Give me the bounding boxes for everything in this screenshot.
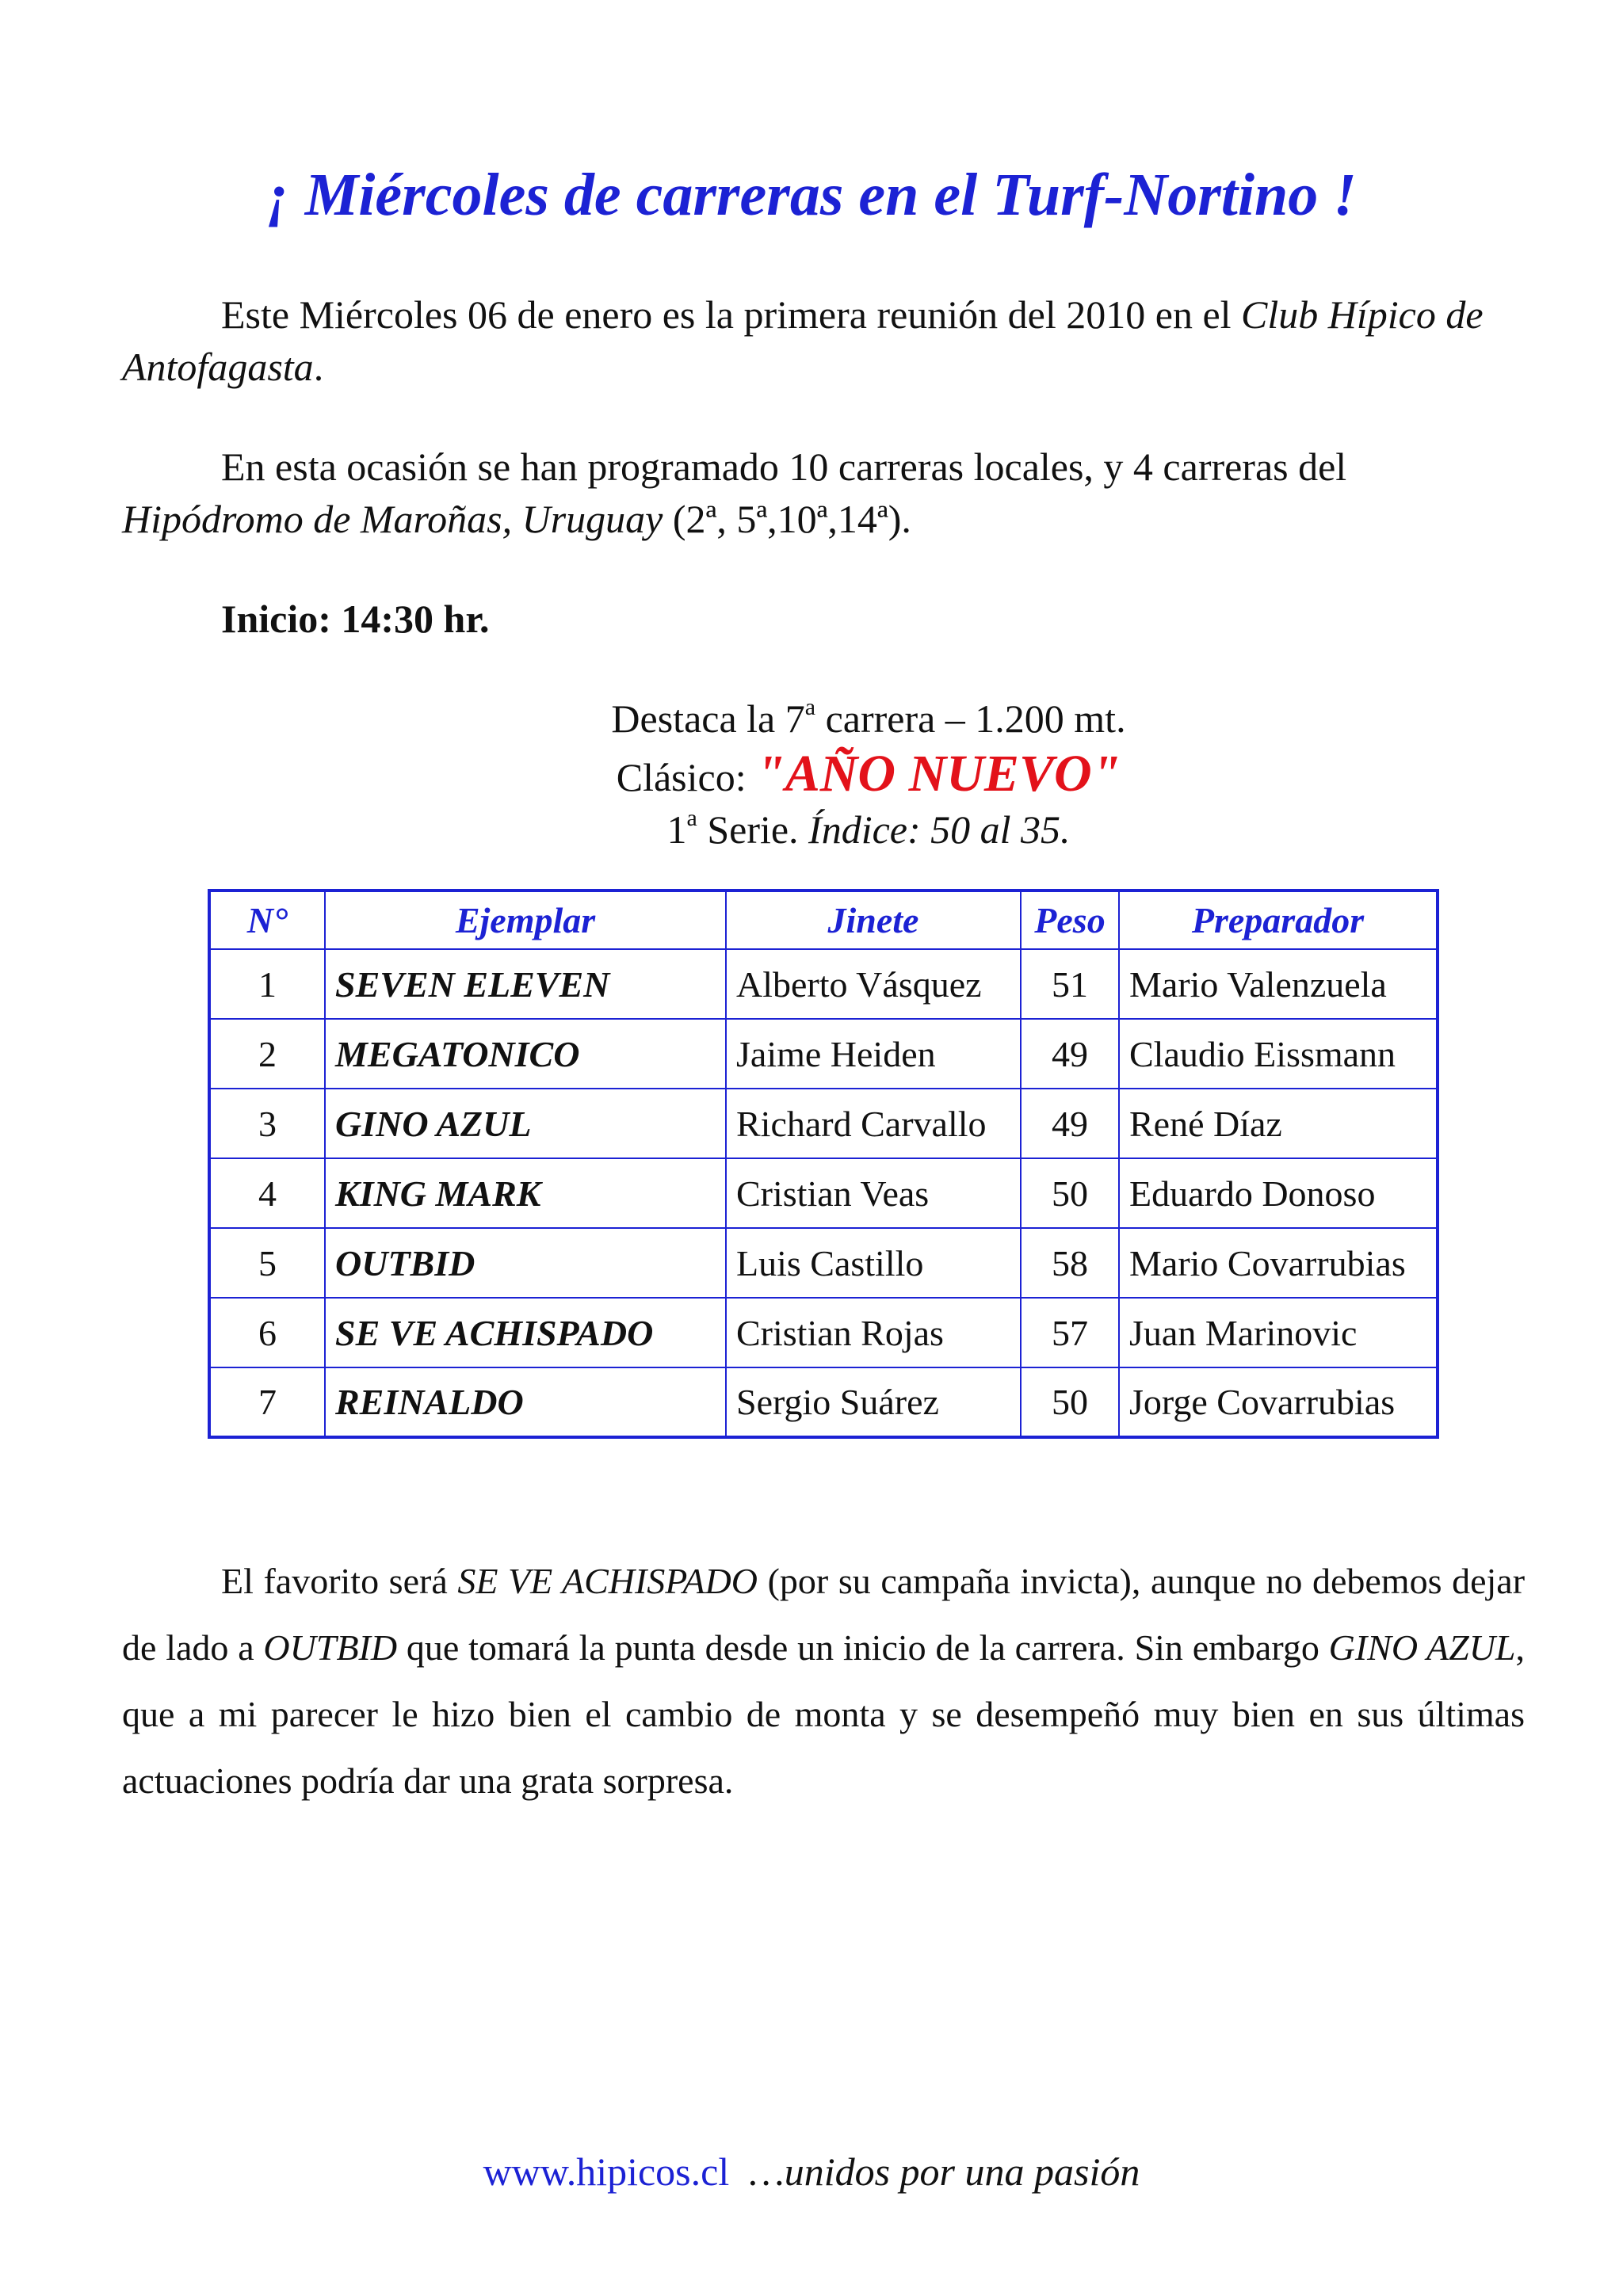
- cell-weight: 49: [1021, 1019, 1119, 1089]
- footer-tagline: …unidos por una pasión: [749, 2149, 1140, 2194]
- commentary-text-3: que tomará la punta desde un inicio de la carrera. Sin embargo: [397, 1627, 1329, 1668]
- cell-weight: 50: [1021, 1367, 1119, 1437]
- clasico-line: [616, 745, 1121, 803]
- cell-trainer: Juan Marinovic: [1119, 1298, 1438, 1367]
- intro-venue: Club Hípico de Antofagasta: [122, 292, 1484, 389]
- clasico-label: Clásico:: [616, 755, 757, 799]
- cell-weight: 57: [1021, 1298, 1119, 1367]
- serie-ordinal: a: [686, 805, 697, 831]
- program-text: En esta ocasión se han programado 10 carreras locales, y 4 carreras del: [221, 444, 1347, 489]
- table-row: [209, 1158, 1438, 1228]
- serie-line: [666, 803, 1070, 856]
- start-time: Inicio: 14:30 hr.: [221, 597, 490, 641]
- cell-jockey: Sergio Suárez: [726, 1367, 1021, 1437]
- intro-text: Este Miércoles 06 de enero es la primera reunión del 2010 en el: [221, 292, 1242, 337]
- cell-jockey: Jaime Heiden: [726, 1019, 1021, 1089]
- feature-line: [611, 692, 1125, 745]
- cell-trainer: René Díaz: [1119, 1089, 1438, 1158]
- cell-trainer: Jorge Covarrubias: [1119, 1367, 1438, 1437]
- cell-horse: KING MARK: [325, 1158, 726, 1228]
- table-header-row: [209, 891, 1438, 949]
- table-row: [209, 1019, 1438, 1089]
- cell-weight: 51: [1021, 949, 1119, 1019]
- cell-horse: GINO AZUL: [325, 1089, 726, 1158]
- cell-jockey: Richard Carvallo: [726, 1089, 1021, 1158]
- commentary-horse-2: OUTBID: [263, 1627, 398, 1668]
- table-row: [209, 1298, 1438, 1367]
- cell-trainer: Eduardo Donoso: [1119, 1158, 1438, 1228]
- intro-end: .: [313, 345, 324, 389]
- intro-paragraph: [122, 288, 1525, 393]
- cell-jockey: Cristian Rojas: [726, 1298, 1021, 1367]
- cell-horse: OUTBID: [325, 1228, 726, 1298]
- header-number: N°: [209, 891, 325, 949]
- cell-number: 6: [209, 1298, 325, 1367]
- commentary-text-2: (por su campaña invicta), aunque no debemos dejar de lado a: [122, 1561, 1526, 1668]
- cell-horse: SEVEN ELEVEN: [325, 949, 726, 1019]
- cell-number: 2: [209, 1019, 325, 1089]
- cell-jockey: Cristian Veas: [726, 1158, 1021, 1228]
- indice: Índice: 50 al 35.: [808, 807, 1071, 852]
- cell-jockey: Alberto Vásquez: [726, 949, 1021, 1019]
- program-venue: Hipódromo de Maroñas, Uruguay: [122, 497, 663, 541]
- commentary-text-1: El favorito será: [221, 1561, 458, 1601]
- cell-horse: SE VE ACHISPADO: [325, 1298, 726, 1367]
- cell-trainer: Mario Valenzuela: [1119, 949, 1438, 1019]
- clasico-name: "AÑO NUEVO": [756, 745, 1121, 803]
- program-paragraph: [122, 441, 1525, 545]
- table-row: [209, 1228, 1438, 1298]
- feature-line-pre: Destaca la 7: [611, 696, 805, 741]
- program-races: (2ª, 5ª,10ª,14ª).: [672, 497, 911, 541]
- commentary-paragraph: [122, 1548, 1525, 1814]
- header-weight: Peso: [1021, 891, 1119, 949]
- commentary-horse-3: GINO AZUL: [1328, 1627, 1516, 1668]
- serie-post: Serie.: [697, 807, 809, 852]
- header-trainer: Preparador: [1119, 891, 1438, 949]
- cell-number: 7: [209, 1367, 325, 1437]
- cell-jockey: Luis Castillo: [726, 1228, 1021, 1298]
- header-jockey: Jinete: [726, 891, 1021, 949]
- page-footer: [0, 2149, 1623, 2195]
- cell-weight: 58: [1021, 1228, 1119, 1298]
- cell-trainer: Mario Covarrubias: [1119, 1228, 1438, 1298]
- cell-number: 3: [209, 1089, 325, 1158]
- serie-pre: 1: [666, 807, 687, 852]
- commentary-text-4: , que a mi parecer le hizo bien el cambio de monta y se desempeñó muy bien en sus últimas actuaciones podría dar una grata sorpresa.: [122, 1627, 1526, 1801]
- page-title: ¡ Miércoles de carreras en el Turf-Nortino !: [266, 162, 1357, 228]
- cell-number: 4: [209, 1158, 325, 1228]
- cell-horse: MEGATONICO: [325, 1019, 726, 1089]
- cell-number: 5: [209, 1228, 325, 1298]
- cell-weight: 50: [1021, 1158, 1119, 1228]
- commentary-horse-1: SE VE ACHISPADO: [457, 1561, 758, 1601]
- table-row: [209, 1089, 1438, 1158]
- cell-weight: 49: [1021, 1089, 1119, 1158]
- footer-site-link[interactable]: www.hipicos.cl: [483, 2149, 730, 2194]
- cell-trainer: Claudio Eissmann: [1119, 1019, 1438, 1089]
- cell-number: 1: [209, 949, 325, 1019]
- table-row: [209, 1367, 1438, 1437]
- entries-table: [208, 889, 1439, 1439]
- feature-line-ordinal: a: [804, 694, 816, 720]
- table-row: [209, 949, 1438, 1019]
- feature-line-post: carrera – 1.200 mt.: [815, 696, 1126, 741]
- header-horse: Ejemplar: [325, 891, 726, 949]
- cell-horse: REINALDO: [325, 1367, 726, 1437]
